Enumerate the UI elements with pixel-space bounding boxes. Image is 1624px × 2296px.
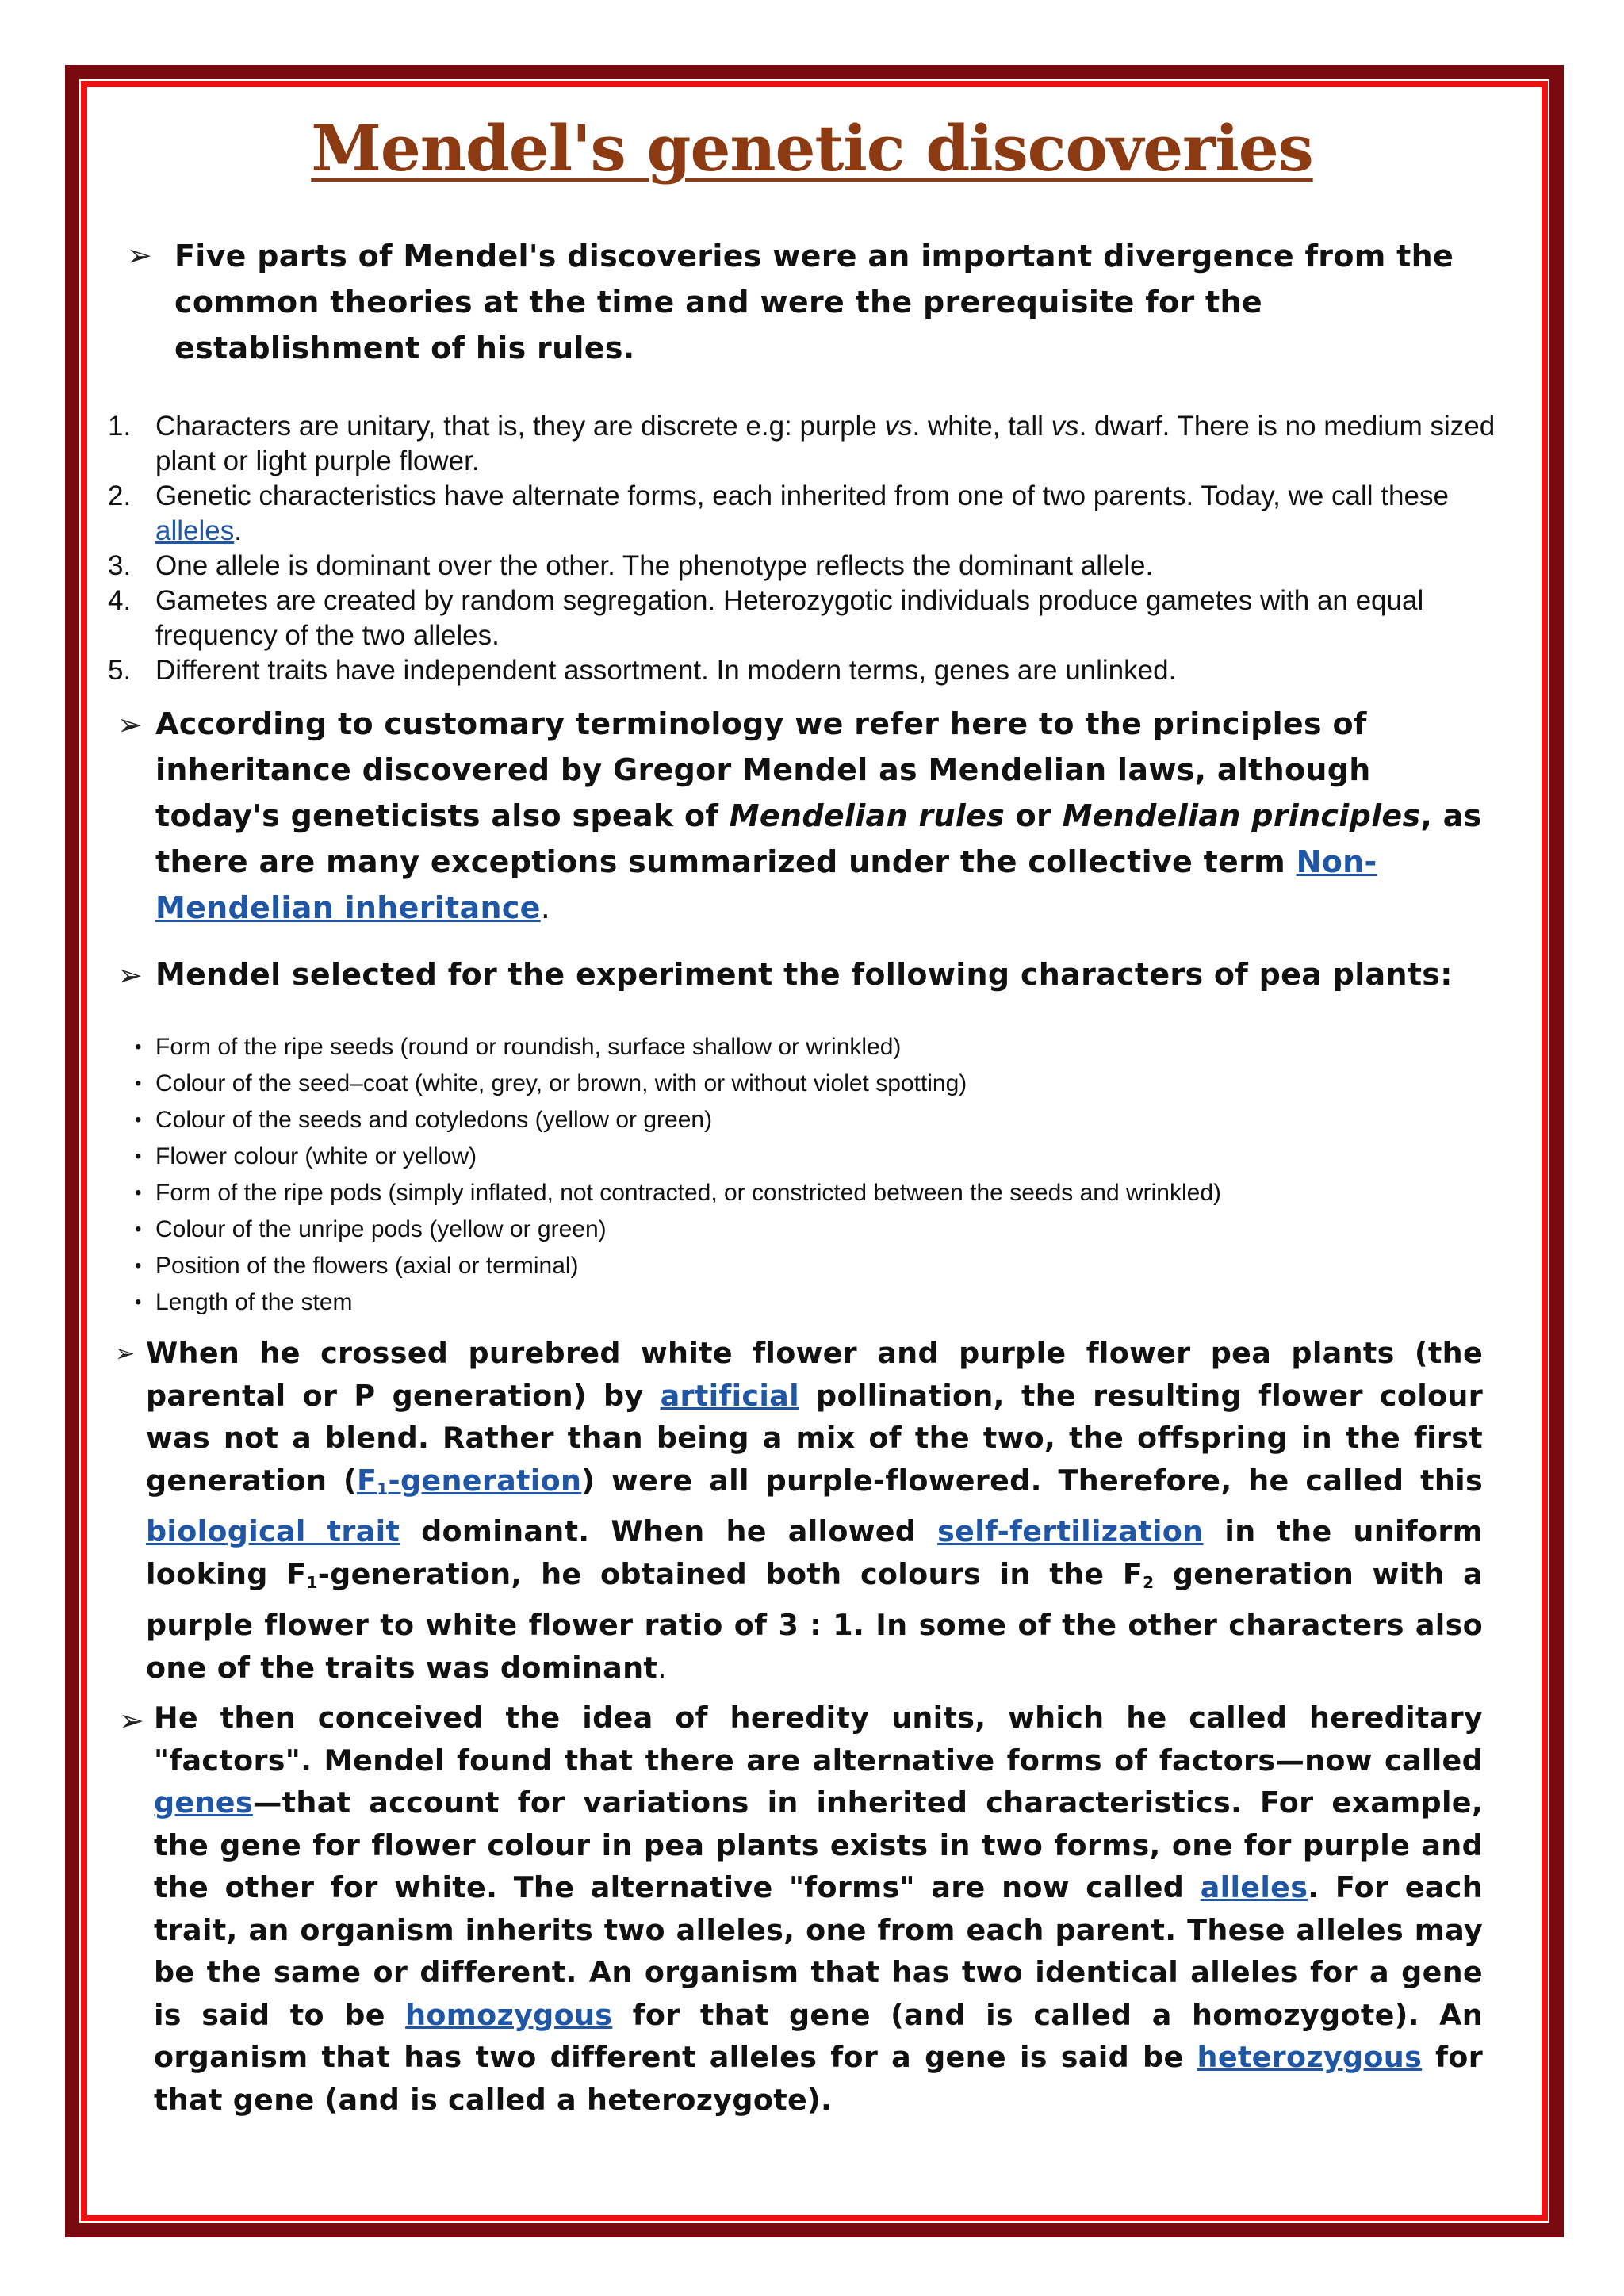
link-text: F (357, 1463, 377, 1498)
list-item (119, 1211, 1221, 1248)
arrow-bullet-icon: ➢ (119, 1703, 144, 1738)
self-fertilization-link[interactable]: self-fertilization (937, 1514, 1204, 1549)
paragraph-text: ) were all purple-flowered. Therefore, he called this (581, 1463, 1484, 1498)
f1-generation-link[interactable] (357, 1464, 581, 1498)
paragraph-text: or (1005, 798, 1063, 833)
list-text: Form of the ripe pods (simply inflated, not contracted, or constricted between the seeds and wrinkled) (155, 1180, 1222, 1206)
arrow-bullet-icon: ➢ (115, 1340, 136, 1368)
list-text: Form of the ripe seeds (round or roundish, surface shallow or wrinkled) (155, 1034, 902, 1060)
factors-paragraph (154, 1697, 1483, 2121)
list-text: Genetic characteristics have alternate forms, each inherited from one of two parents. Today, we call these (155, 480, 1449, 511)
list-item (119, 1248, 1221, 1284)
list-text: Different traits have independent assortment. In modern terms, genes are unlinked. (155, 655, 1177, 686)
list-item (119, 1138, 1221, 1175)
non-mendelian-inheritance-link[interactable]: Non-Mendelian inheritance (155, 844, 1377, 925)
list-text: One allele is dominant over the other. The phenotype reflects the dominant allele. (155, 550, 1154, 581)
list-item (100, 653, 1496, 688)
list-text-italic: vs (1051, 411, 1079, 442)
crossing-paragraph (146, 1332, 1483, 1689)
paragraph-text: for that gene (and is called a homozygote). An organism that has two different alleles for a gene is said be (154, 1997, 1483, 2074)
paragraph-text: in the uniform looking F (146, 1514, 1483, 1591)
list-text: Colour of the seed–coat (white, grey, or brown, with or without violet spotting) (155, 1070, 967, 1096)
list-item (119, 1175, 1221, 1211)
paragraph-text: . (540, 890, 551, 925)
list-text: Length of the stem (155, 1289, 353, 1315)
paragraph-text: dominant. When he allowed (400, 1514, 938, 1549)
list-text: Colour of the seeds and cotyledons (yellow or green) (155, 1107, 713, 1133)
subscript: 1 (306, 1572, 318, 1592)
paragraph-text: pollination, the resulting flower colour was not a blend. Rather than being a mix of the two, the offspring in the first generation ( (146, 1378, 1483, 1498)
list-item (119, 1102, 1221, 1138)
link-subscript: 1 (377, 1479, 389, 1498)
characters-heading: Mendel selected for the experiment the following characters of pea plants: (155, 957, 1453, 992)
list-number: 5. (108, 655, 132, 686)
paragraph-text: generation with a purple flower to white flower ratio of 3 : 1. In some of the other characters also one of the traits was dominant (146, 1556, 1484, 1685)
list-text: Colour of the unripe pods (yellow or green) (155, 1216, 607, 1242)
list-text: Characters are unitary, that is, they are discrete e.g: purple (155, 411, 885, 442)
bullet-dot-icon: • (135, 1182, 142, 1203)
arrow-bullet-icon: ➢ (127, 238, 152, 273)
paragraph-text: -generation, he obtained both colours in the F (317, 1556, 1143, 1591)
bullet-dot-icon: • (135, 1073, 142, 1094)
alleles-link[interactable]: alleles (155, 515, 235, 546)
artificial-link[interactable]: artificial (660, 1378, 799, 1413)
biological-trait-link[interactable]: biological trait (146, 1514, 400, 1549)
bullet-dot-icon: • (135, 1292, 142, 1313)
pea-characters-list (119, 1029, 1221, 1321)
arrow-bullet-icon: ➢ (117, 958, 143, 993)
list-item (119, 1284, 1221, 1321)
list-item (100, 549, 1496, 584)
list-text: . (234, 515, 242, 546)
discoveries-list (100, 409, 1496, 688)
arrow-bullet-icon: ➢ (117, 707, 143, 742)
heterozygous-link[interactable]: heterozygous (1197, 2040, 1423, 2074)
paragraph-text: , as there are many exceptions summarized under the collective term (155, 798, 1482, 879)
homozygous-link[interactable]: homozygous (405, 1997, 613, 2032)
list-item (100, 409, 1496, 479)
list-item (119, 1029, 1221, 1066)
list-number: 3. (108, 550, 132, 581)
page-title: Mendel's genetic discoveries (311, 111, 1313, 186)
paragraph-text: . (657, 1650, 668, 1685)
list-text: . white, tall (912, 411, 1051, 442)
list-number: 1. (108, 411, 132, 442)
genes-link[interactable]: genes (154, 1785, 253, 1820)
paragraph-text: When he crossed purebred white flower and purple flower pea plants (the parental or P generation) by (146, 1336, 1483, 1413)
list-number: 2. (108, 480, 132, 511)
paragraph-text: He then conceived the idea of heredity units, which he called hereditary "factors". Mendel found that there are alternative forms of factors—now called (154, 1701, 1483, 1777)
list-text: Position of the flowers (axial or terminal) (155, 1253, 579, 1279)
list-text-italic: vs (884, 411, 913, 442)
list-item (100, 479, 1496, 549)
paragraph-text: . For each trait, an organism inherits two alleles, one from each parent. These alleles may be the same or different. An organism that has two identical alleles for a gene is said to be (154, 1870, 1483, 2032)
subscript: 2 (1143, 1572, 1155, 1592)
list-text: Flower colour (white or yellow) (155, 1143, 477, 1169)
paragraph-text: for that gene (and is called a heterozygote). (154, 2040, 1483, 2117)
list-number: 4. (108, 585, 132, 616)
alleles-link[interactable]: alleles (1200, 1870, 1308, 1904)
link-text: -generation (388, 1463, 582, 1498)
bullet-dot-icon: • (135, 1255, 142, 1276)
paragraph-text: —that account for variations in inherited characteristics. For example, the gene for flower colour in pea plants exists in two forms, one for purple and the other for white. The alternative "forms" are now called (154, 1785, 1483, 1904)
paragraph-text: According to customary terminology we refer here to the principles of inheritance discovered by Gregor Mendel as Mendelian laws, although today's geneticists also speak of (155, 706, 1371, 833)
bullet-dot-icon: • (135, 1219, 142, 1240)
paragraph-text-italic: Mendelian principles (1062, 798, 1421, 833)
bullet-dot-icon: • (135, 1036, 142, 1058)
list-text: . dwarf. There is no medium sized plant or light purple flower. (155, 411, 1496, 476)
list-item (100, 584, 1496, 653)
paragraph-text-italic: Mendelian rules (729, 798, 1005, 833)
terminology-paragraph (155, 701, 1488, 931)
list-text: Gametes are created by random segregation. Heterozygotic individuals produce gametes with an equal frequency of the two alleles. (155, 585, 1424, 651)
list-item (119, 1066, 1221, 1102)
bullet-dot-icon: • (135, 1109, 142, 1131)
bullet-dot-icon: • (135, 1146, 142, 1167)
intro-paragraph: Five parts of Mendel's discoveries were an important divergence from the common theories at the time and were the prerequisite for the establishment of his rules. (174, 239, 1454, 365)
